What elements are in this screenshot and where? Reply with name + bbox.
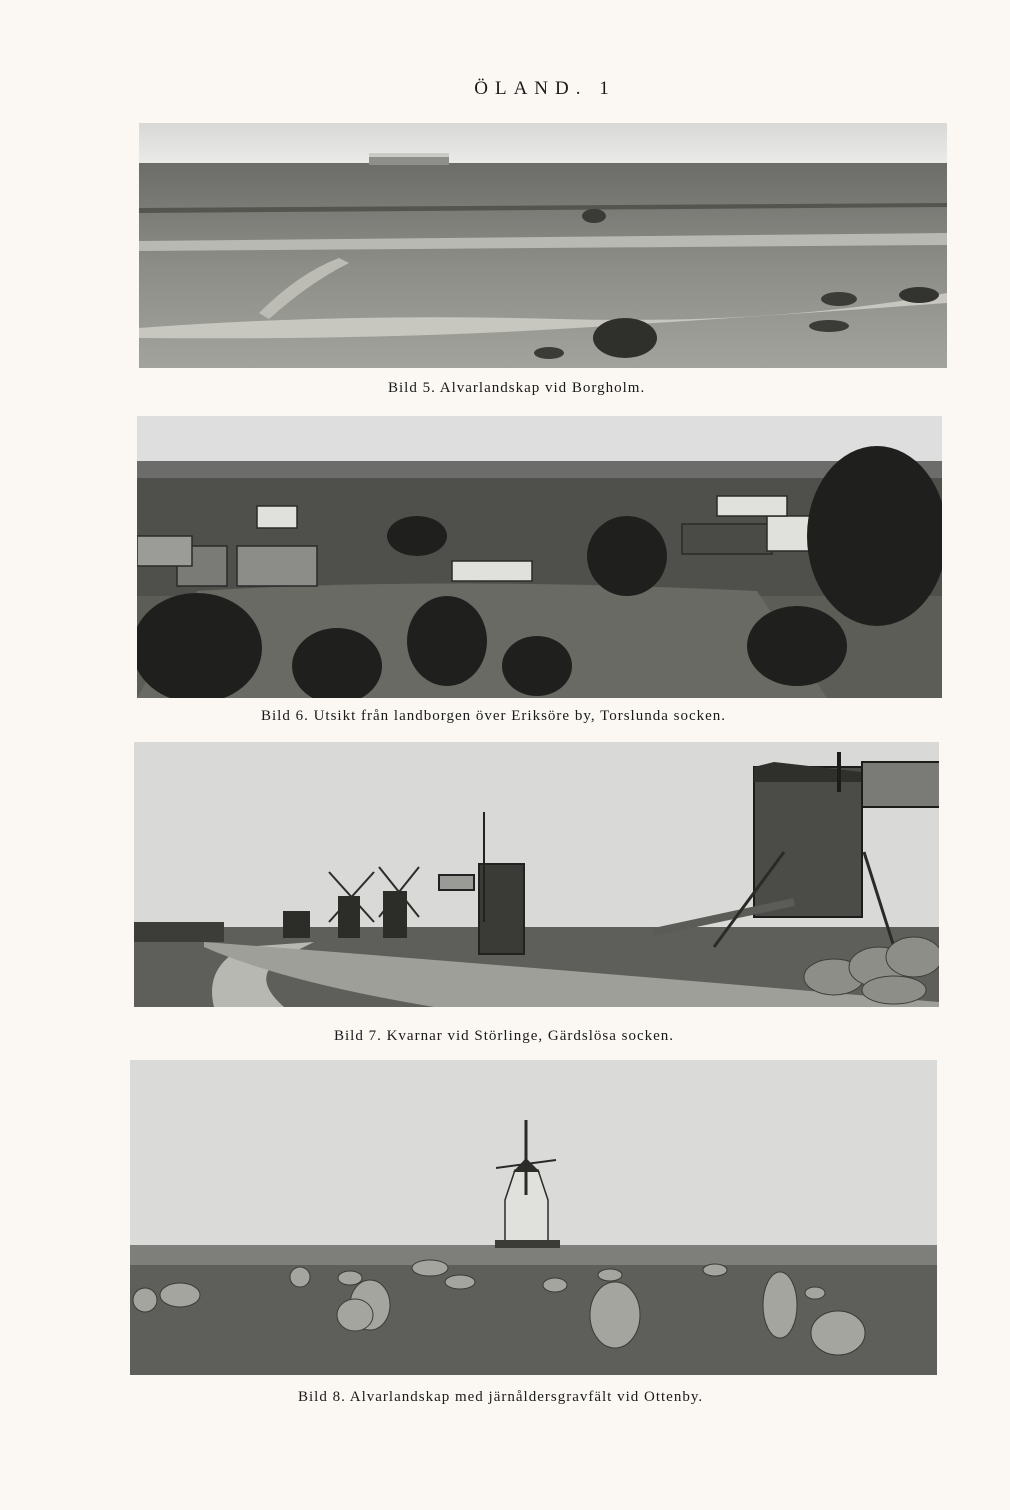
grave-field-image [130, 1060, 937, 1375]
caption-bild-6: Bild 6. Utsikt från landborgen över Eriksöre by, Torslunda socken. [261, 708, 727, 724]
photo-alvar-borgholm [139, 123, 947, 368]
caption-bild-8: Bild 8. Alvarlandskap med järnåldersgravfält vid Ottenby. [298, 1389, 704, 1405]
caption-bild-7: Bild 7. Kvarnar vid Störlinge, Gärdslösa socken. [334, 1028, 675, 1044]
photo-eriksore-by [137, 416, 942, 698]
photo-ottenby-gravfalt [130, 1060, 937, 1375]
village-image [137, 416, 942, 698]
juniper-bush [593, 318, 657, 358]
windmills-image [134, 742, 939, 1007]
caption-bild-5: Bild 5. Alvarlandskap vid Borgholm. [388, 380, 646, 396]
alvar-landscape-image [139, 123, 947, 368]
page-title: ÖLAND. 1 [474, 78, 616, 99]
photo-kvarnar-storlinge [134, 742, 939, 1007]
